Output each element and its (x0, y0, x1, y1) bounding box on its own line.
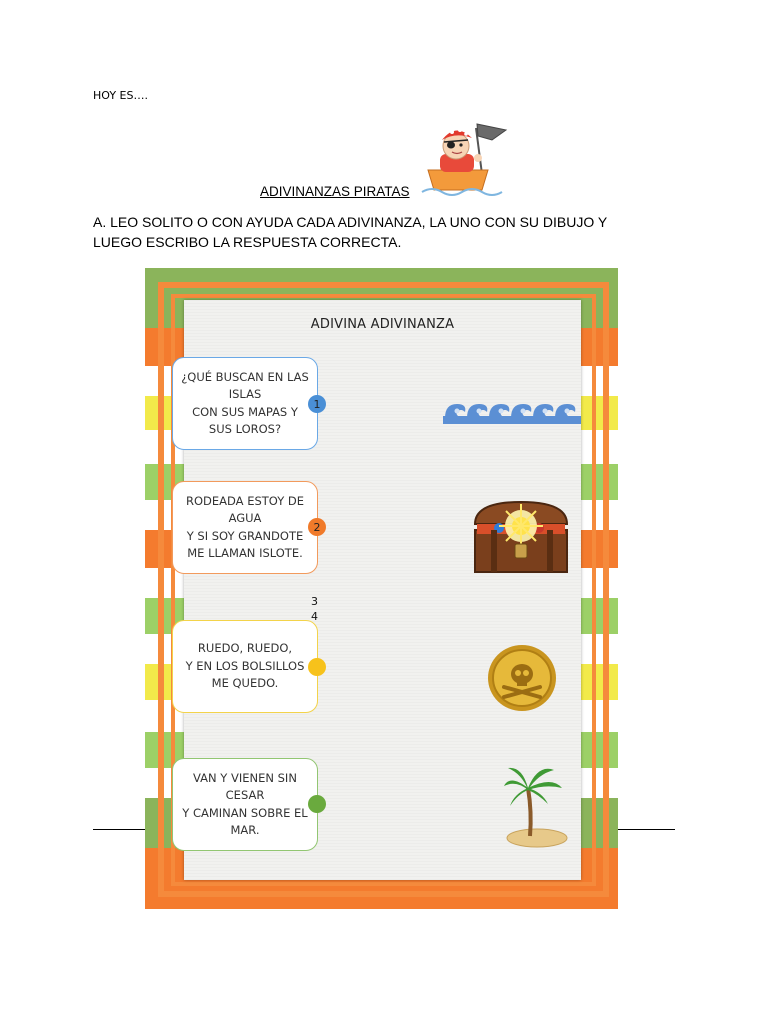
extra-number-4: 4 (311, 610, 318, 623)
riddle-line: ME QUEDO. (211, 676, 279, 691)
answer-line-right (618, 829, 675, 830)
riddle-line: ISLAS (228, 387, 262, 401)
riddle-worksheet (145, 268, 618, 909)
riddle-line: CESAR (225, 788, 265, 802)
instruction-line-1: A. LEO SOLITO O CON AYUDA CADA ADIVINANZA, LA UNO CON SU DIBUJO Y (93, 214, 608, 230)
instructions (93, 212, 653, 252)
worksheet-card (181, 300, 581, 880)
connector-dot-3[interactable] (308, 658, 326, 676)
riddle-line: RODEADA ESTOY DE (185, 493, 305, 508)
date-label: HOY ES…. (93, 89, 148, 102)
riddle-line: Y EN LOS BOLSILLOS (185, 658, 305, 673)
riddle-line: Y SI SOY GRANDOTE (186, 528, 304, 543)
connector-dot-2[interactable]: 2 (308, 518, 326, 536)
worksheet-title: ADIVINA ADIVINANZA (310, 317, 455, 332)
riddle-card-3 (172, 620, 318, 713)
riddle-line: RUEDO, RUEDO, (197, 641, 293, 656)
riddle-line: CON SUS MAPAS Y (192, 404, 298, 419)
riddle-card-4 (172, 758, 318, 851)
riddle-line: ME LLAMAN ISLOTE. (187, 546, 303, 560)
extra-number-3: 3 (311, 595, 318, 608)
pirate-boy-icon (418, 118, 510, 198)
riddle-line: SUS LOROS? (208, 422, 282, 436)
riddle-line: ¿QUÉ BUSCAN EN LAS (181, 369, 309, 384)
instruction-line-2: LUEGO ESCRIBO LA RESPUESTA CORRECTA. (93, 234, 402, 250)
riddle-card-1 (172, 357, 318, 450)
waves-icon[interactable] (443, 398, 581, 428)
answer-line-left (93, 829, 145, 830)
treasure-chest-icon[interactable] (469, 500, 575, 576)
pirate-coin-icon[interactable] (486, 643, 558, 713)
page-title: ADIVINANZAS PIRATAS (260, 184, 410, 199)
riddle-line: AGUA (228, 511, 262, 525)
connector-dot-1[interactable]: 1 (308, 395, 326, 413)
riddle-card-2 (172, 481, 318, 574)
riddle-line: VAN Y VIENEN SIN (193, 770, 297, 785)
connector-dot-4[interactable] (308, 795, 326, 813)
palm-island-icon[interactable] (502, 762, 568, 850)
riddle-line: MAR. (230, 823, 260, 837)
riddle-line: Y CAMINAN SOBRE EL (182, 805, 308, 820)
